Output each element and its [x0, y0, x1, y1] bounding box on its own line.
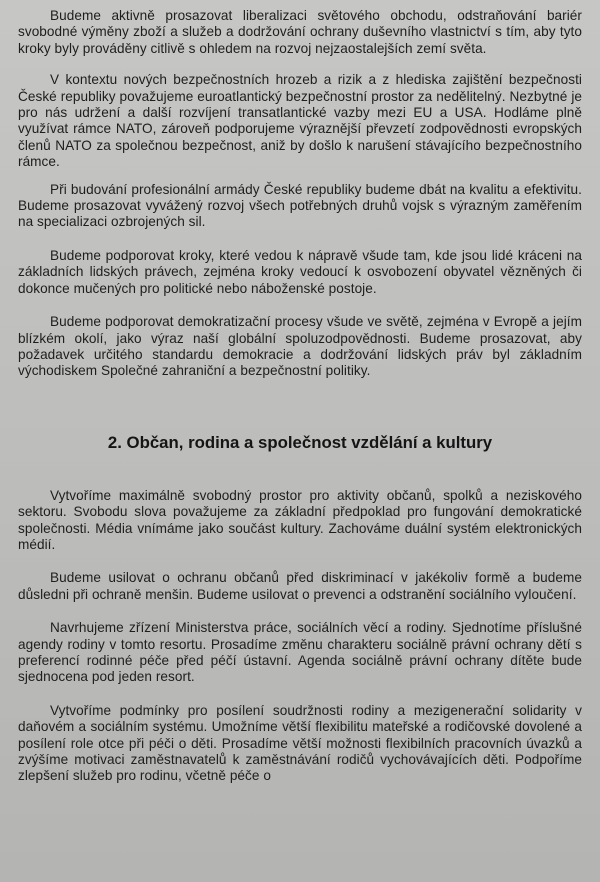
paragraph-human-rights: Budeme podporovat kroky, které vedou k nápravě všude tam, kde jsou lidé kráceni na základních lidských právech, zejména kroky vedoucí k osvobození obyvatel vězněných či dokonce mučených pro politické nebo náboženské postoje.: [18, 247, 582, 296]
paragraph-ministry: Navrhujeme zřízení Ministerstva práce, sociálních věcí a rodiny. Sjednotíme příslušné agendy rodiny v tomto resortu. Prosadíme změnu charakteru sociálně právní ochrany dětí s preferencí rodinné péče před péčí ústavní. Agenda sociálně právní ochrany dítěte bude sjednocena pod jeden resort.: [18, 620, 582, 685]
paragraph-army: Při budování profesionální armády České republiky budeme dbát na kvalitu a efektivitu. Budeme prosazovat vyvážený rozvoj všech potřebných druhů vojsk s výrazným zaměřením na specializaci ozbrojených sil.: [18, 181, 582, 230]
paragraph-democratization: Budeme podporovat demokratizační procesy všude ve světě, zejména v Evropě a jejím blízkém okolí, jako výraz naší globální spoluzodpovědnosti. Budeme prosazovat, aby požadavek určitého standardu demokracie a dodržování lidských práv byl základním východiskem Společné zahraniční a bezpečnostní politiky.: [18, 314, 582, 379]
paragraph-trade: Budeme aktivně prosazovat liberalizaci světového obchodu, odstraňování bariér svobodné výměny zboží a služeb a dodržování ochrany duševního vlastnictví s tím, aby tyto kroky byly prováděny citlivě s ohledem na rozvoj nejzaostalejších zemí světa.: [18, 8, 582, 56]
paragraph-civil-society: Vytvoříme maximálně svobodný prostor pro aktivity občanů, spolků a neziskového sektoru. Svobodu slova považujeme za základní předpoklad pro fungování demokratické společnosti. Média vnímáme jako součást kultury. Zachováme duální systém elektronických médií.: [18, 487, 582, 552]
paragraph-security: V kontextu nových bezpečnostních hrozeb a rizik a z hlediska zajištění bezpečnosti České republiky považujeme euroatlantický bezpečnostní prostor za nedělitelný. Nezbytné je pro nás udržení a další rozvíjení transatlantické vazby mezi EU a USA. Hodláme plně využívat rámce NATO, zároveň podporujeme výraznější převzetí zodpovědnosti evropských členů NATO za společnou bezpečnost, aniž by došlo k narušení stávajícího bezpečnostního rámce.: [18, 72, 582, 170]
paragraph-family-support: Vytvoříme podmínky pro posílení soudržnosti rodiny a mezigenerační solidarity v daňovém a sociálním systému. Umožníme větší flexibilitu mateřské a rodičovské dovolené a posílení role otce při péči o děti. Prosadíme větší možnosti flexibilních pracovních úvazků a zvýšíme motivaci zaměstnavatelů k zaměstnávání rodičů vychovávajících děti. Podpoříme zlepšení služeb pro rodinu, včetně péče o: [18, 702, 582, 784]
section-heading: 2. Občan, rodina a společnost vzdělání a kultury: [107, 432, 493, 452]
paragraph-discrimination: Budeme usilovat o ochranu občanů před diskriminací v jakékoliv formě a budeme důsledni při ochraně menšin. Budeme usilovat o prevenci a odstranění sociálního vyloučení.: [18, 570, 582, 602]
